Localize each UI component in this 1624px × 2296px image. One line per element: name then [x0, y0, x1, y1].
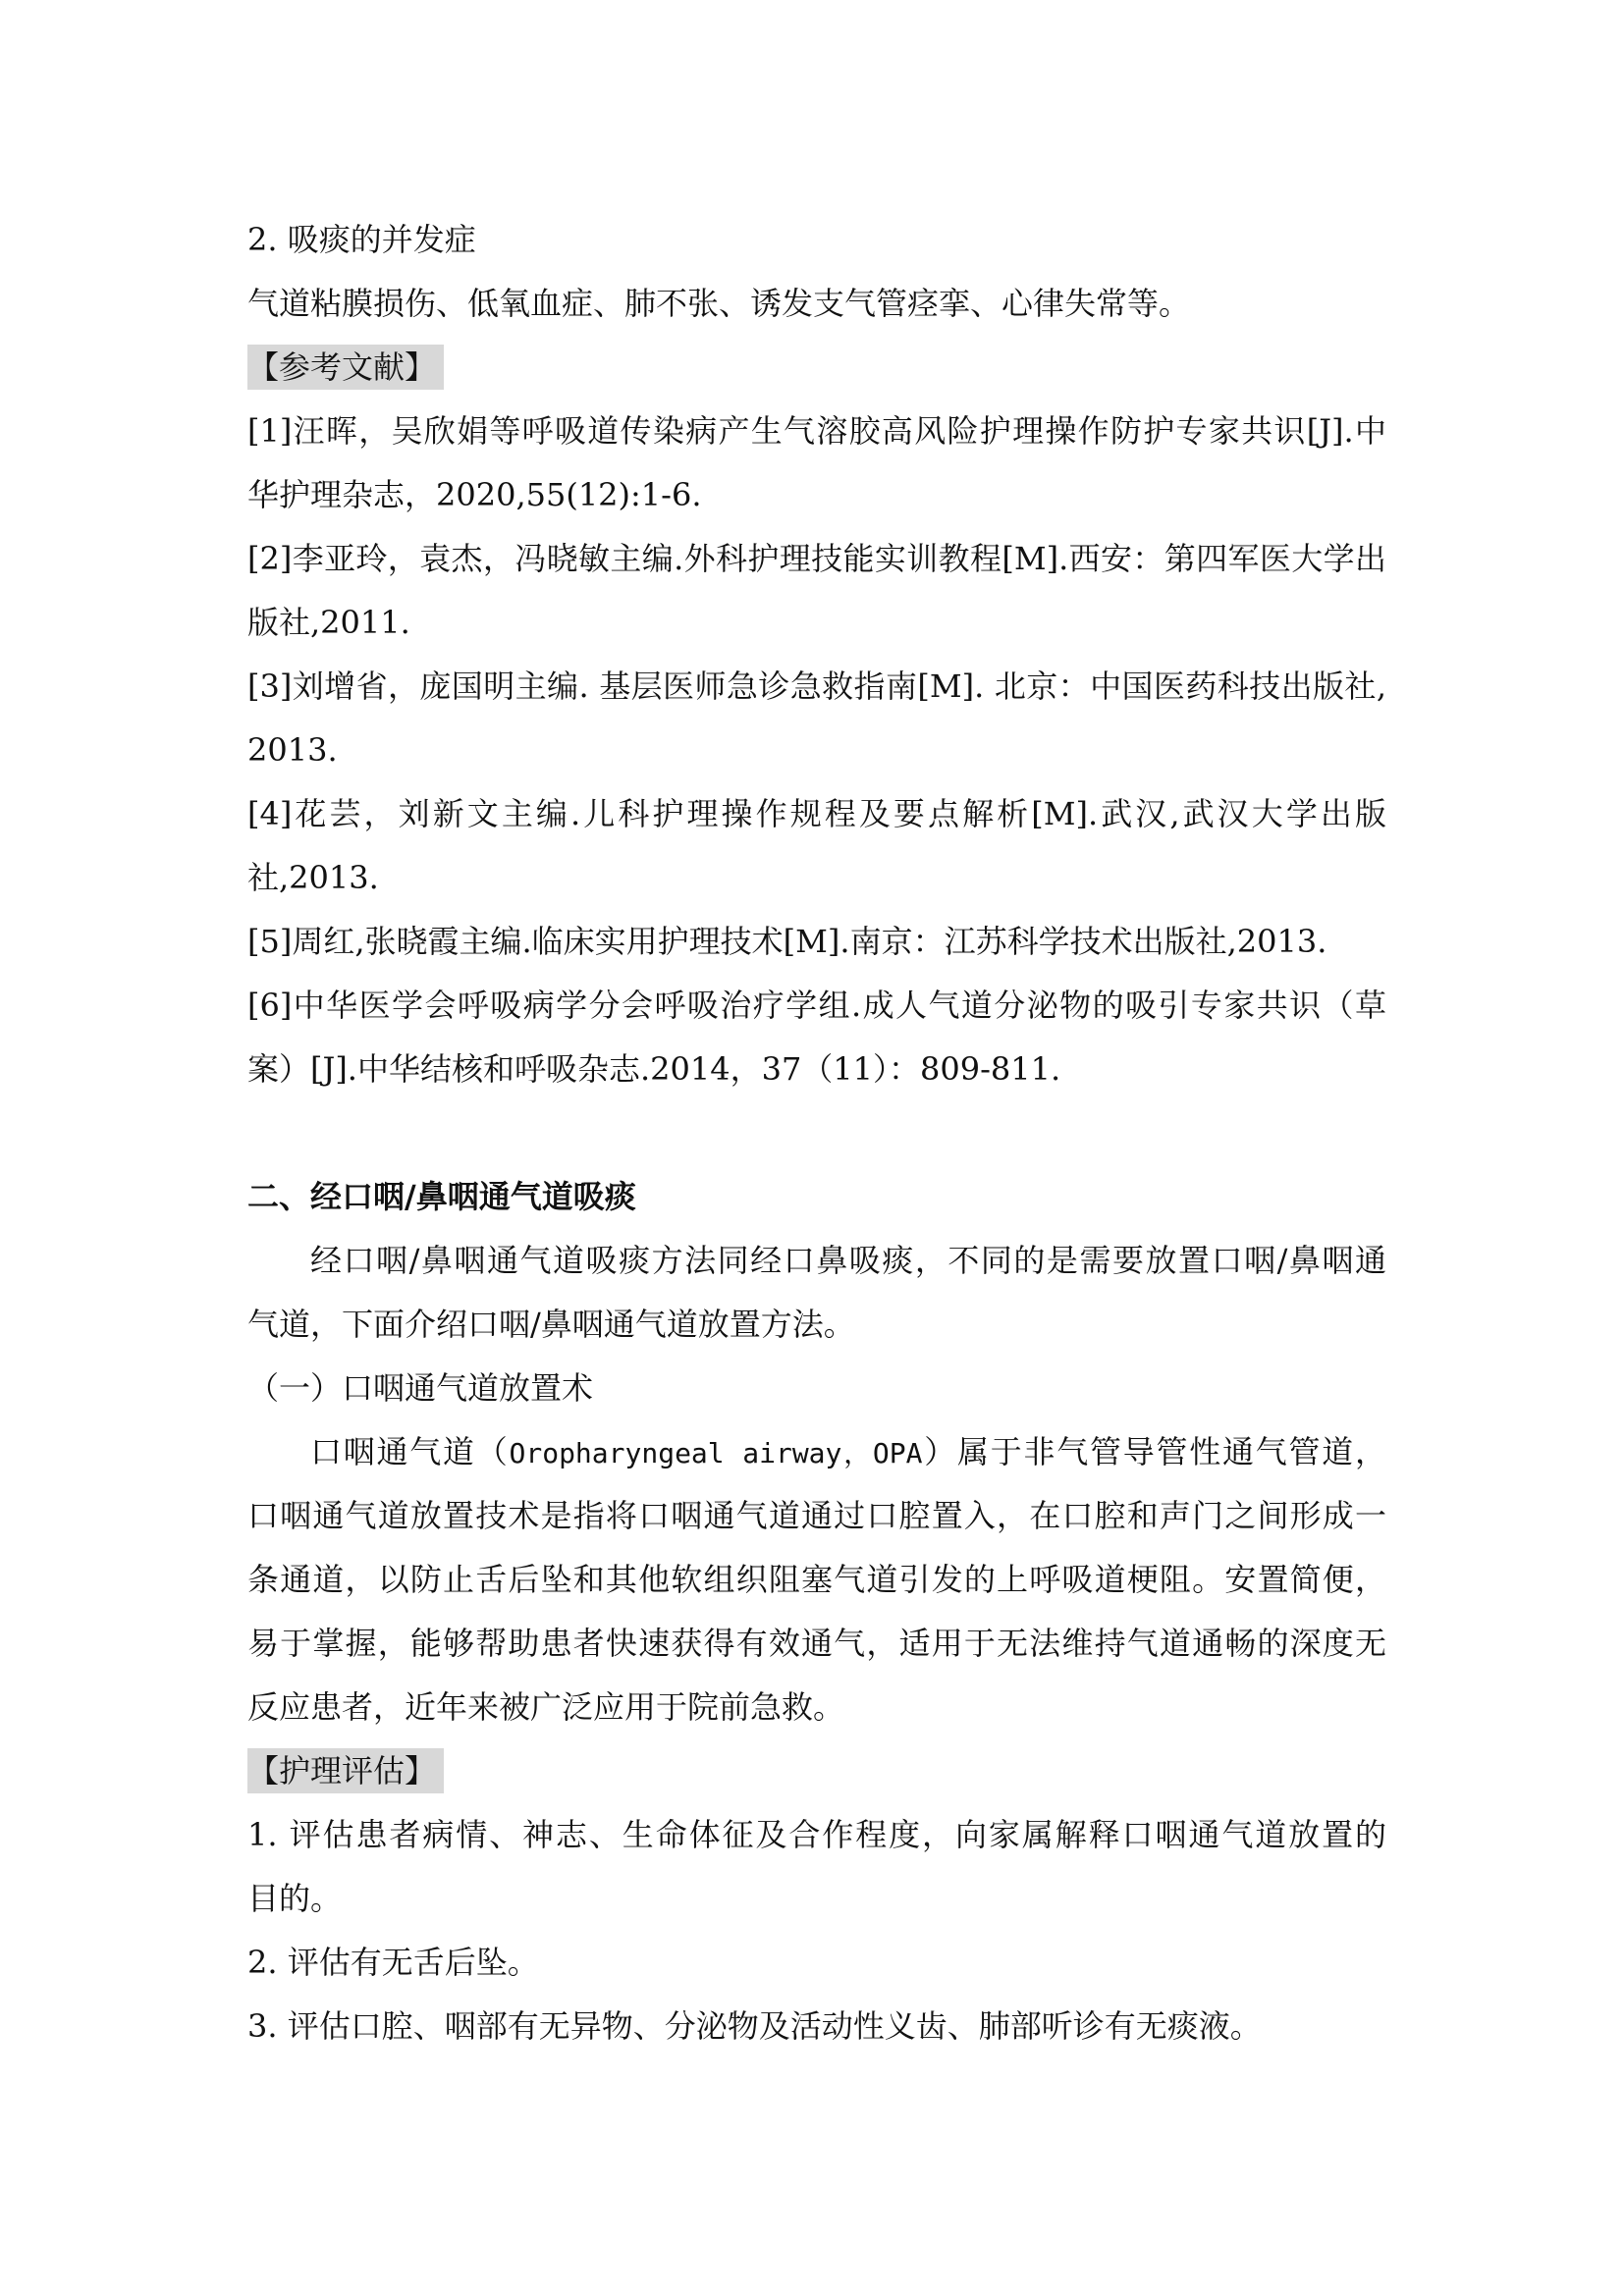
- reference-2-line-1: [2]李亚玲，袁杰，冯晓敏主编.外科护理技能实训教程[M].西安：第四军医大学出: [247, 540, 1386, 577]
- reference-3-line-1: [3]刘增省，庞国明主编. 基层医师急诊急救指南[M]. 北京：中国医药科技出版社,: [247, 667, 1386, 705]
- reference-5-line-1: [5]周红,张晓霞主编.临床实用护理技术[M].南京：江苏科学技术出版社,2013.: [247, 923, 1327, 960]
- section-gap: [247, 1101, 1386, 1165]
- reference-2-line-2: 版社,2011.: [247, 604, 410, 641]
- opa-body-line-4: 易于掌握，能够帮助患者快速获得有效通气，适用于无法维持气道通畅的深度无: [247, 1625, 1386, 1662]
- section-heading: 二、经口咽/鼻咽通气道吸痰: [247, 1178, 636, 1215]
- sub-heading: （一）口咽通气道放置术: [247, 1369, 594, 1407]
- opa-body-line-2: 口咽通气道放置技术是指将口咽通气道通过口腔置入，在口腔和声门之间形成一: [247, 1497, 1386, 1534]
- reference-3-line-2: 2013.: [247, 731, 338, 769]
- complications-title: 2. 吸痰的并发症: [247, 221, 476, 258]
- reference-4-line-2: 社,2013.: [247, 859, 379, 896]
- document-page: [247, 208, 1386, 2058]
- reference-6-line-1: [6]中华医学会呼吸病学分会呼吸治疗学组.成人气道分泌物的吸引专家共识（草: [247, 987, 1386, 1024]
- reference-4-line-1: [4]花芸，刘新文主编.儿科护理操作规程及要点解析[M].武汉,武汉大学出版: [247, 795, 1386, 832]
- opa-body-prefix: 口咽通气道（: [310, 1433, 510, 1470]
- assessment-1-line-2: 目的。: [247, 1880, 343, 1917]
- assessment-2: 2. 评估有无舌后坠。: [247, 1944, 539, 1981]
- reference-1-line-1: [1]汪晖，吴欣娟等呼吸道传染病产生气溶胶高风险护理操作防护专家共识[J].中: [247, 412, 1386, 450]
- references-label-row: [247, 336, 1386, 400]
- references-label: 【参考文献】: [247, 345, 444, 390]
- opa-body-rest: ）属于非气管导管性通气管道，: [922, 1433, 1386, 1470]
- opa-body-line-3: 条通道，以防止舌后坠和其他软组织阻塞气道引发的上呼吸道梗阻。安置简便，: [247, 1561, 1386, 1598]
- opa-body-line-5: 反应患者，近年来被广泛应用于院前急救。: [247, 1688, 845, 1726]
- complications-text: 气道粘膜损伤、低氧血症、肺不张、诱发支气管痉挛、心律失常等。: [247, 285, 1191, 322]
- assessment-3: 3. 评估口腔、咽部有无异物、分泌物及活动性义齿、肺部听诊有无痰液。: [247, 2007, 1262, 2045]
- assessment-label: 【护理评估】: [247, 1748, 444, 1793]
- reference-6-line-2: 案）[J].中华结核和呼吸杂志.2014，37（11）：809-811.: [247, 1050, 1061, 1088]
- opa-term: Oropharyngeal airway，OPA: [509, 1437, 923, 1469]
- opa-body-line-1: [247, 1420, 1386, 1484]
- section-intro-line-1: 经口咽/鼻咽通气道吸痰方法同经口鼻吸痰，不同的是需要放置口咽/鼻咽通: [310, 1242, 1386, 1279]
- assessment-1-line-1: 1. 评估患者病情、神志、生命体征及合作程度，向家属解释口咽通气道放置的: [247, 1816, 1386, 1853]
- reference-1-line-2: 华护理杂志，2020,55(12):1-6.: [247, 476, 702, 513]
- section-intro-line-2: 气道，下面介绍口咽/鼻咽通气道放置方法。: [247, 1306, 855, 1343]
- assessment-label-row: [247, 1739, 1386, 1803]
